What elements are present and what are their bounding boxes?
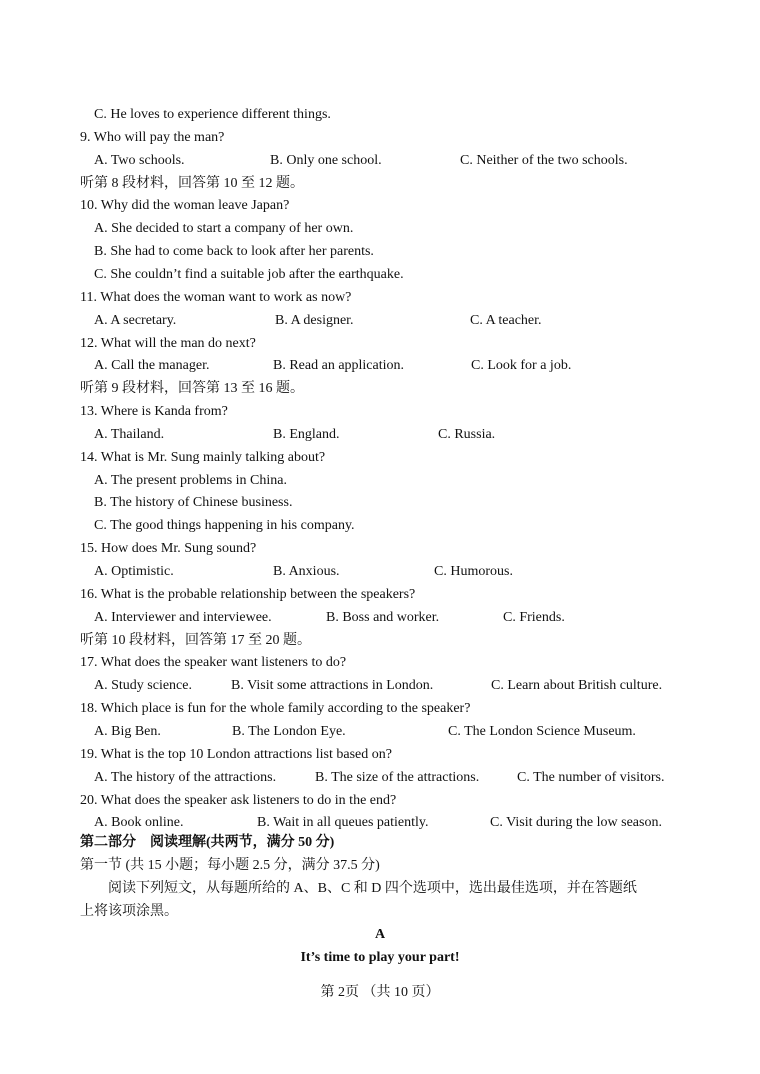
option-b: B. Read an application. (273, 358, 405, 374)
option-b: B. The size of the attractions. (315, 769, 480, 785)
instruction-text: 听第 9 段材料，回答第 13 至 16 题。 (80, 381, 304, 397)
page-footer: 第 2页 （共 10 页） (320, 985, 440, 1000)
option-c: C. Visit during the low season. (490, 815, 662, 831)
question-text: 9. Who will pay the man? (80, 129, 225, 145)
option-a: C. The good things happening in his company. (94, 518, 355, 534)
option-c: C. Friends. (503, 609, 565, 625)
option-c: C. The number of visitors. (517, 769, 665, 785)
passage-title: It’s time to play your part! (300, 950, 460, 965)
question-text: 14. What is Mr. Sung mainly talking about? (80, 449, 326, 465)
option-c: C. Humorous. (434, 564, 513, 579)
option-c: C. Russia. (438, 426, 496, 442)
option-b: B. A designer. (275, 312, 354, 328)
option-a: A. Study science. (94, 678, 192, 694)
option-a: C. He loves to experience different things. (94, 107, 331, 122)
question-text: 19. What is the top 10 London attractions list based on? (80, 746, 392, 762)
question-text: 11. What does the woman want to work as now? (80, 289, 352, 305)
option-a: B. The history of Chinese business. (94, 495, 293, 511)
option-a: C. She couldn’t find a suitable job after the earthquake. (94, 266, 404, 282)
option-c: C. The London Science Museum. (448, 723, 636, 739)
option-a: A. The history of the attractions. (94, 769, 277, 785)
option-a: A. Call the manager. (94, 358, 210, 374)
question-text: 12. What will the man do next? (80, 335, 256, 351)
question-text: 18. Which place is fun for the whole family according to the speaker? (80, 701, 471, 717)
option-a: A. Interviewer and interviewee. (94, 609, 272, 625)
instruction-text: 听第 8 段材料，回答第 10 至 12 题。 (80, 175, 304, 191)
question-text: 20. What does the speaker ask listeners to do in the end? (80, 792, 397, 808)
option-a: A. Optimistic. (94, 564, 174, 579)
option-a: A. The present problems in China. (94, 472, 287, 488)
option-c: C. Neither of the two schools. (460, 152, 628, 168)
option-a: A. Big Ben. (94, 723, 161, 739)
option-b: B. Only one school. (270, 152, 382, 168)
question-text: 16. What is the probable relationship between the speakers? (80, 586, 416, 602)
option-b: B. Anxious. (273, 564, 340, 579)
option-a: A. She decided to start a company of her own. (94, 221, 354, 237)
passage-label: A (374, 927, 386, 942)
option-a: A. Thailand. (94, 426, 165, 442)
option-a: A. A secretary. (94, 312, 177, 328)
option-b: B. The London Eye. (232, 723, 346, 739)
option-c: C. Look for a job. (471, 358, 572, 374)
option-a: A. Two schools. (94, 152, 185, 168)
exam-page: C. He loves to experience different things. 9. Who will pay the man? A. Two schools. B. Only one school. C. Neither of the two schools. 听第 8 段材料，回答第 10 至 12 题。 10. Why did the woman leave Japan? A. She decided to start a company of her own. B. She had to come back to look after her parents. C. She couldn’t find a suitable job after the earthquake. 11. What does the woman want to work as now? A. A secretary. B. A designer. C. A teacher. 12. What will the man do next? A. Call the manager. B. Read an application. C. Look for a job. 听第 9 段材料，回答第 13 至 16 题。 13. Where is Kanda from? A. Thailand. B. England. C. Russia. 14. What is Mr. Sung mainly talking about? A. The present problems in China. B. The history of Chinese business. C. The good things happening in his company. 15. How does Mr. Sung sound? A. Optimistic. B. Anxious. C. Humorous. 16. What is the probable relationship between the speakers? A. Interviewer and interviewee. B. Boss and worker. C. Friends. 听第 10 段材料，回答第 17 至 20 题。 17. What does the speaker want listeners to do? A. Study science. B. Visit some attractions in London. C. Learn about British culture. 18. Which place is fun for the whole family according to the speaker? A. Big Ben. B. The London Eye. C. The London Science Museum. 19. What is the top 10 London attractions list based on? A. The history of the attractions. B. The size of the attractions. C. The number of visitors. 20. What does the speaker ask listeners to do in the end? A. Book online. B. Wait in all queues patiently. C. Visit during the low season. 第二部分 阅读理解(共两节，满分 50 分) 第一节 (共 15 小题；每小题 2.5 分，满分 37.5 分) 阅读下列短文，从每题所给的 A、B、C 和 D 四个选项中，选出最佳选项，并在答题纸 上将该项涂黑。 A It’s time to play your part! 第 2页 （共 10 页） (0, 0, 760, 1074)
instruction-text: 听第 10 段材料，回答第 17 至 20 题。 (80, 632, 311, 648)
option-b: B. Wait in all queues patiently. (257, 815, 429, 831)
option-c: C. Learn about British culture. (491, 678, 663, 694)
question-text: 15. How does Mr. Sung sound? (80, 541, 257, 557)
question-text: 17. What does the speaker want listeners to do? (80, 655, 347, 671)
option-a: B. She had to come back to look after her parents. (94, 244, 374, 260)
question-text: 13. Where is Kanda from? (80, 404, 228, 420)
option-c: C. A teacher. (470, 312, 542, 328)
option-b: B. Visit some attractions in London. (231, 678, 434, 694)
option-b: B. Boss and worker. (326, 609, 440, 625)
option-a: A. Book online. (94, 815, 184, 831)
option-b: B. England. (273, 426, 340, 442)
question-text: 10. Why did the woman leave Japan? (80, 198, 290, 214)
